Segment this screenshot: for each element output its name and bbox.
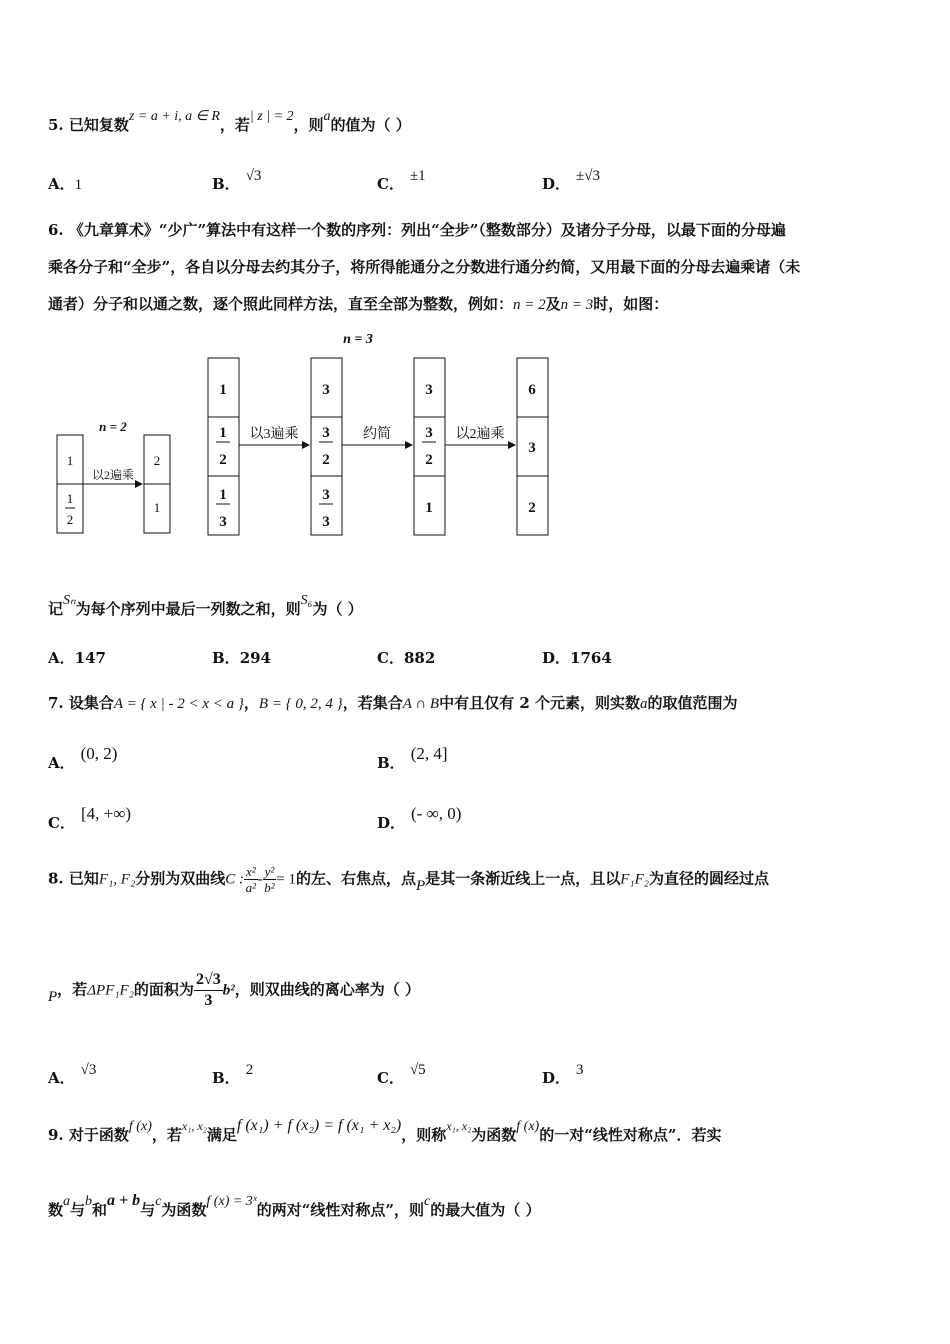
svg-text:3: 3	[425, 425, 433, 441]
q5-expr-abs: | z | = 2	[249, 109, 294, 124]
svg-text:2: 2	[528, 500, 536, 516]
svg-text:1: 1	[219, 382, 227, 398]
arrow-label-1: 以3遍乘	[249, 427, 299, 442]
svg-text:3: 3	[425, 382, 433, 398]
svg-text:1: 1	[219, 487, 227, 503]
q8-option-a[interactable]: A． √3	[48, 1062, 97, 1087]
svg-text:3: 3	[219, 514, 227, 530]
arrow-label-2: 约简	[363, 427, 391, 442]
label-n2: n = 2	[99, 419, 127, 434]
svg-text:2: 2	[66, 512, 74, 527]
svg-text:2: 2	[153, 453, 161, 468]
svg-text:3: 3	[322, 382, 330, 398]
q8-option-d[interactable]: D． 3	[542, 1062, 584, 1087]
q6-option-b[interactable]: B．294	[212, 649, 271, 667]
q5-expr-z: z = a + i, a ∈ R	[128, 109, 220, 124]
q6-option-c[interactable]: C．882	[377, 649, 436, 667]
q5-option-d[interactable]: D． ±√3	[542, 168, 600, 193]
svg-text:2: 2	[425, 452, 433, 468]
q5-option-b[interactable]: B． √3	[212, 168, 262, 193]
q7-set-b: B = { 0, 2, 4 }	[258, 696, 343, 712]
svg-text:3: 3	[322, 487, 330, 503]
q7-option-c[interactable]: C． [4, +∞)	[48, 804, 131, 832]
q6-option-d[interactable]: D．1764	[542, 649, 612, 667]
arrow-label-3: 以2遍乘	[455, 427, 505, 442]
q6-question: 记Sₙ为每个序列中最后一列数之和，则S₆为（ ）	[48, 593, 363, 618]
q9-stem-line2: 数a与b和a + b与c为函数f (x) = 3ˣ的两对“线性对称点”，则c的最大值为（ ）	[48, 1192, 541, 1219]
svg-text:2: 2	[219, 452, 227, 468]
q8-stem-line2: P，若ΔPF₁F₂的面积为 $\frac{2√3}{3}$ b²，则双曲线的离心率为（ ）	[48, 971, 420, 1009]
q7-option-d[interactable]: D． (- ∞, 0)	[377, 804, 462, 832]
q5-stem: 5. 已知复数z = a + i, a ∈ R，若| z | = 2，则a的值为（ ）	[48, 109, 411, 134]
q9-stem-line1: 9. 对于函数f (x)，若$^{x_1, x_2}$满足f (x₁) + f (x₂) = f (x₁ + x₂)，则称$^{x_1, x_2}$为函数f (x)的一对“线性对称点”．若实	[48, 1117, 722, 1144]
svg-text:1: 1	[66, 491, 74, 506]
q7-set-a: A = { x | - 2 < x < a }	[113, 696, 244, 712]
q5-option-c[interactable]: C． ±1	[377, 168, 426, 193]
q7-option-b[interactable]: B． (2, 4]	[377, 744, 448, 772]
svg-text:3: 3	[528, 440, 536, 456]
q7-option-a[interactable]: A． (0, 2)	[48, 744, 118, 772]
svg-text:2: 2	[322, 452, 330, 468]
q5-number: 5.	[48, 116, 64, 134]
n2-col1-cell1: 1	[66, 453, 74, 468]
q5-option-a[interactable]: A．1	[48, 175, 83, 193]
q8-option-c[interactable]: C． √5	[377, 1062, 426, 1087]
q7-stem: 7. 设集合A = { x | - 2 < x < a }，B = { 0, 2, 4 }，若集合A ∩ B中有且仅有 2 个元素，则实数a的取值范围为	[48, 694, 738, 712]
svg-text:1: 1	[153, 500, 161, 515]
arrow-label-n2: 以2遍乘	[91, 468, 135, 482]
q6-figure	[50, 325, 570, 545]
svg-text:1: 1	[219, 425, 227, 441]
q8-stem-line1: 8. 已知F₁, F₂分别为双曲线C : $\frac{\text{x²}}{\text{a²}}$ - $\frac{\text{y²}}{\text{b²}}$ = 1的左、右焦点，点P是其一条渐近线上一点，且以F₁F₂为直径的圆经过点	[48, 864, 769, 895]
svg-text:3: 3	[322, 425, 330, 441]
svg-text:3: 3	[322, 514, 330, 530]
q6-stem: 6. 《九章算术》“少广”算法中有这样一个数的序列：列出“全步”（整数部分）及诸分子分母，以最下面的分母遍 乘各分子和“全步”，各自以分母去约其分子，将所得能通分之分数进行通分约简，又用最下面的分母去遍乘诸（未 通者）分子和以通之数，逐个照此同样方法，直至全部为整数，例如：n = 2及n = 3时，如图：	[48, 221, 801, 313]
label-n3: n = 3	[343, 332, 373, 347]
q6-option-a[interactable]: A．147	[48, 649, 106, 667]
svg-text:1: 1	[425, 500, 433, 516]
q8-option-b[interactable]: B． 2	[212, 1062, 254, 1087]
svg-text:6: 6	[528, 382, 536, 398]
